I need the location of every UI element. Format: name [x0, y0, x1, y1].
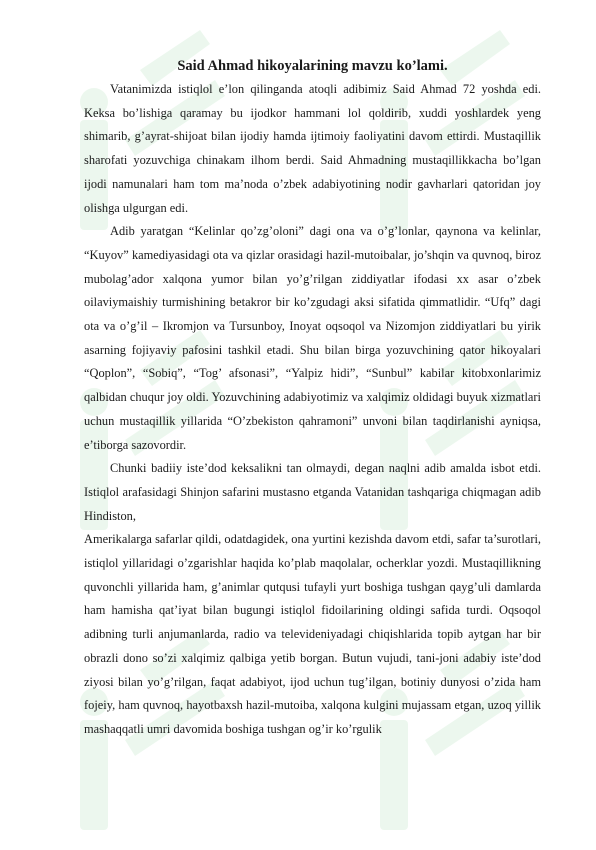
document-page [84, 56, 541, 742]
paragraph-travels: Amerikalarga safarlar qildi, odatdagidek, ona yurtini kezishda davom etdi, safar ta’surotlari, istiqlol yillaridagi o’zgarishlar haqida ko’plab maqolalar, ocherklar yozdi. Mustaqillikning quvonchli yillarida ham, g’animlar qutqusi tufayli yurt boshiga tushgan qayg’uli damlarda ham hamisha qat’iyat bilan bugungi istiqlol fidoilarining oldingi safida turdi. Oqsoqol adibning turli anjumanlarda, radio va televideniyadagi chiqishlarida topib aytgan har bir obrazli dono so’zi xalqimiz qalbiga yetib borgan. Butun vujudi, tani-joni adabiy iste’dod ziyosi bilan yo’g’rilgan, faqat adabiyot, ijod uchun tug’ilgan, botiniy dunyosi o’zida ham fojeiy, ham quvnoq, hayotbaxsh hazil-mutoiba, xalqona kulgini mujassam etgan, uzoq yillik mashaqqatli umri davomida boshiga tushgan og’ir ko’rgulik [84, 532, 541, 736]
paragraph-talent: Chunki badiiy iste’dod keksalikni tan olmaydi, degan naqlni adib amalda isbot etdi. Istiqlol arafasidagi Shinjon safarini mustasno etganda Vatanidan tashqariga chiqmagan adib Hindiston, [84, 461, 541, 523]
paragraph-intro: Vatanimizda istiqlol e’lon qilinganda atoqli adibimiz Said Ahmad 72 yoshda edi. Keksa bo’lishiga qaramay bu ijodkor hammani lol qoldirib, xuddi yoshlardek yeng shimarib, g’ayrat-shijoat bilan ijodiy hamda ijtimoiy faoliyatini davom ettirdi. Mustaqillik sharofati yozuvchiga chinakam ilhom berdi. Said Ahmadning mustaqillikkacha bo’lgan ijodi namunalari ham tom ma’noda o’zbek adabiyotining nodir gavharlari qatoridan joy olishga ulgurgan edi. [84, 82, 541, 215]
document-title: Said Ahmad hikoyalarining mavzu ko’lami. [177, 58, 448, 74]
paragraph-works: Adib yaratgan “Kelinlar qo’zg’oloni” dagi ona va o’g’lonlar, qaynona va kelinlar, “Kuyov” kamediyasidagi ota va qizlar orasidagi hazil-mutoibalar, jo’shqin va quvnoq, biroz mubolag’ador xalqona yumor bilan yo’g’rilgan ziddiyatlar ifodasi xx asar o’zbek oilaviymaishiy turmishining betakror bir ko’zgudagi aksi sifatida qimmatlidir. “Ufq” dagi ota va o’g’il – Ikromjon va Tursunboy, Inoyat oqsoqol va Nizomjon ziddiyatlari bu yirik asarning fojiyaviy pafosini tashkil etadi. Shu bilan birga yozuvchining qator hikoyalari “Qoplon”, “Sobiq”, “Tog’ afsonasi”, “Yalpiz hidi”, “Sunbul” kabilar kitobxonlarimiz qalbidan chuqur joy oldi. Yozuvchining adabiyotimiz va xalqimiz oldidagi buyuk xizmatlari uchun mustaqillik yillarida “O’zbekiston qahramoni” unvoni bilan taqdirlanishi ayniqsa, e’tiborga sazovordir. [84, 224, 541, 452]
